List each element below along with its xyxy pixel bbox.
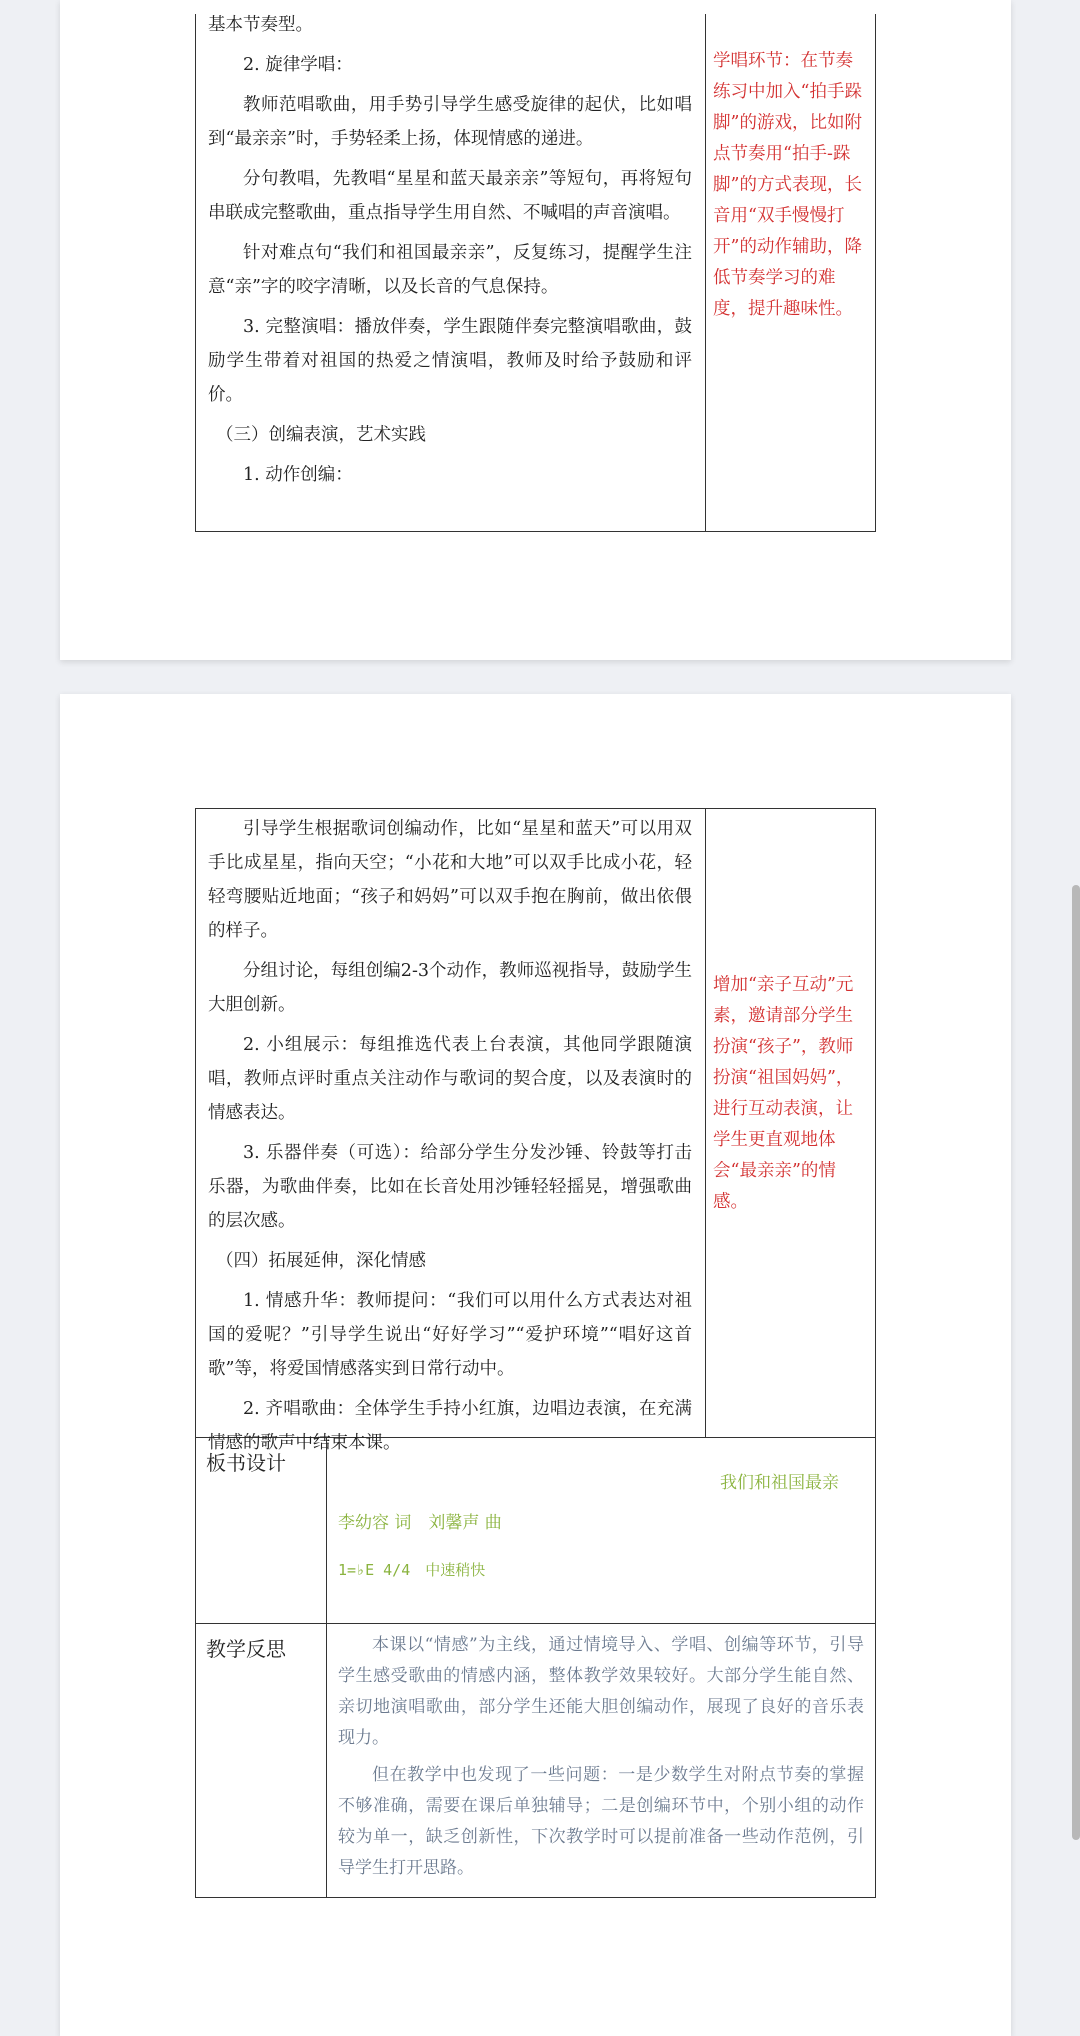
paragraph: 3. 乐器伴奏（可选）：给部分学生分发沙锤、铃鼓等打击乐器，为歌曲伴奏，比如在长音处用沙锤轻轻摇晃，增强歌曲的层次感。: [208, 1143, 692, 1231]
table-right-border: [875, 808, 876, 1898]
table-left-border: [195, 808, 196, 1898]
paragraph: 1. 动作创编：: [243, 465, 353, 485]
design-intent-note: 增加“亲子互动”元素，邀请部分学生扮演“孩子”，教师扮演“祖国妈妈”，进行互动表演，让学生更直观地体会“最亲亲”的情感。: [713, 975, 854, 1212]
document-page-1: [60, 0, 1011, 660]
paragraph: 基本节奏型。: [208, 15, 313, 35]
lesson-content-cell: [208, 8, 692, 498]
reflection-content: [338, 1630, 864, 1890]
table-bottom-border: [195, 531, 876, 532]
lesson-content-cell: [208, 812, 692, 1466]
paragraph: 分组讨论，每组创编2-3个动作，教师巡视指导，鼓励学生大胆创新。: [208, 961, 692, 1015]
paragraph: 本课以“情感”为主线，通过情境导入、学唱、创编等环节，引导学生感受歌曲的情感内涵，整体教学效果较好。大部分学生能自然、亲切地演唱歌曲，部分学生还能大胆创编动作，展现了良好的音乐表现力。: [338, 1635, 864, 1748]
paragraph: 教师范唱歌曲，用手势引导学生感受旋律的起伏，比如唱到“最亲亲”时，手势轻柔上扬，体现情感的递进。: [208, 95, 692, 149]
paragraph: 分句教唱，先教唱“星星和蓝天最亲亲”等短句，再将短句串联成完整歌曲，重点指导学生用自然、不喊唱的声音演唱。: [208, 169, 692, 223]
section-heading: （四）拓展延伸，深化情感: [216, 1251, 426, 1271]
reflection-label: 教学反思: [206, 1637, 286, 1661]
vertical-scrollbar[interactable]: [1072, 885, 1080, 1840]
document-page-2: [60, 694, 1011, 2036]
table-bottom-border: [195, 1897, 876, 1898]
label-column-divider: [326, 1437, 327, 1898]
song-key-tempo: 1=♭E 4/4 中速稍快: [338, 1561, 486, 1579]
board-design-label: 板书设计: [206, 1451, 286, 1475]
paragraph: 引导学生根据歌词创编动作，比如“星星和蓝天”可以用双手比成星星，指向天空；“小花和大地”可以双手比成小花，轻轻弯腰贴近地面；“孩子和妈妈”可以双手抱在胸前，做出依偎的样子。: [208, 819, 692, 941]
row-divider: [195, 1623, 876, 1624]
paragraph: 2. 小组展示：每组推选代表上台表演，其他同学跟随演唱，教师点评时重点关注动作与歌词的契合度，以及表演时的情感表达。: [208, 1035, 692, 1123]
table-top-border: [195, 808, 876, 809]
song-credits: 李幼容 词 刘馨声 曲: [338, 1513, 502, 1533]
paragraph: 1. 情感升华：教师提问：“我们可以用什么方式表达对祖国的爱呢？”引导学生说出“好好学习”“爱护环境”“唱好这首歌”等，将爱国情感落实到日常行动中。: [208, 1291, 692, 1379]
paragraph: 针对难点句“我们和祖国最亲亲”，反复练习，提醒学生注意“亲”字的咬字清晰，以及长音的气息保持。: [208, 243, 692, 297]
song-title: 我们和祖国最亲: [720, 1473, 839, 1493]
table-column-divider: [705, 808, 706, 1438]
table-right-border: [875, 14, 876, 532]
paragraph: 2. 齐唱歌曲：全体学生手持小红旗，边唱边表演，在充满情感的歌声中结束本课。: [208, 1399, 692, 1453]
section-heading: （三）创编表演，艺术实践: [216, 425, 426, 445]
paragraph: 2. 旋律学唱：: [243, 55, 353, 75]
design-intent-note: 学唱环节：在节奏练习中加入“拍手跺脚”的游戏，比如附点节奏用“拍手-跺脚”的方式表现，长音用“双手慢慢打开”的动作辅助，降低节奏学习的难度，提升趣味性。: [713, 51, 862, 319]
table-left-border: [195, 14, 196, 532]
paragraph: 3. 完整演唱：播放伴奏，学生跟随伴奏完整演唱歌曲，鼓励学生带着对祖国的热爱之情演唱，教师及时给予鼓励和评价。: [208, 317, 692, 405]
table-column-divider: [705, 14, 706, 532]
paragraph: 但在教学中也发现了一些问题：一是少数学生对附点节奏的掌握不够准确，需要在课后单独辅导；二是创编环节中，个别小组的动作较为单一，缺乏创新性，下次教学时可以提前准备一些动作范例，引导学生打开思路。: [338, 1765, 864, 1878]
